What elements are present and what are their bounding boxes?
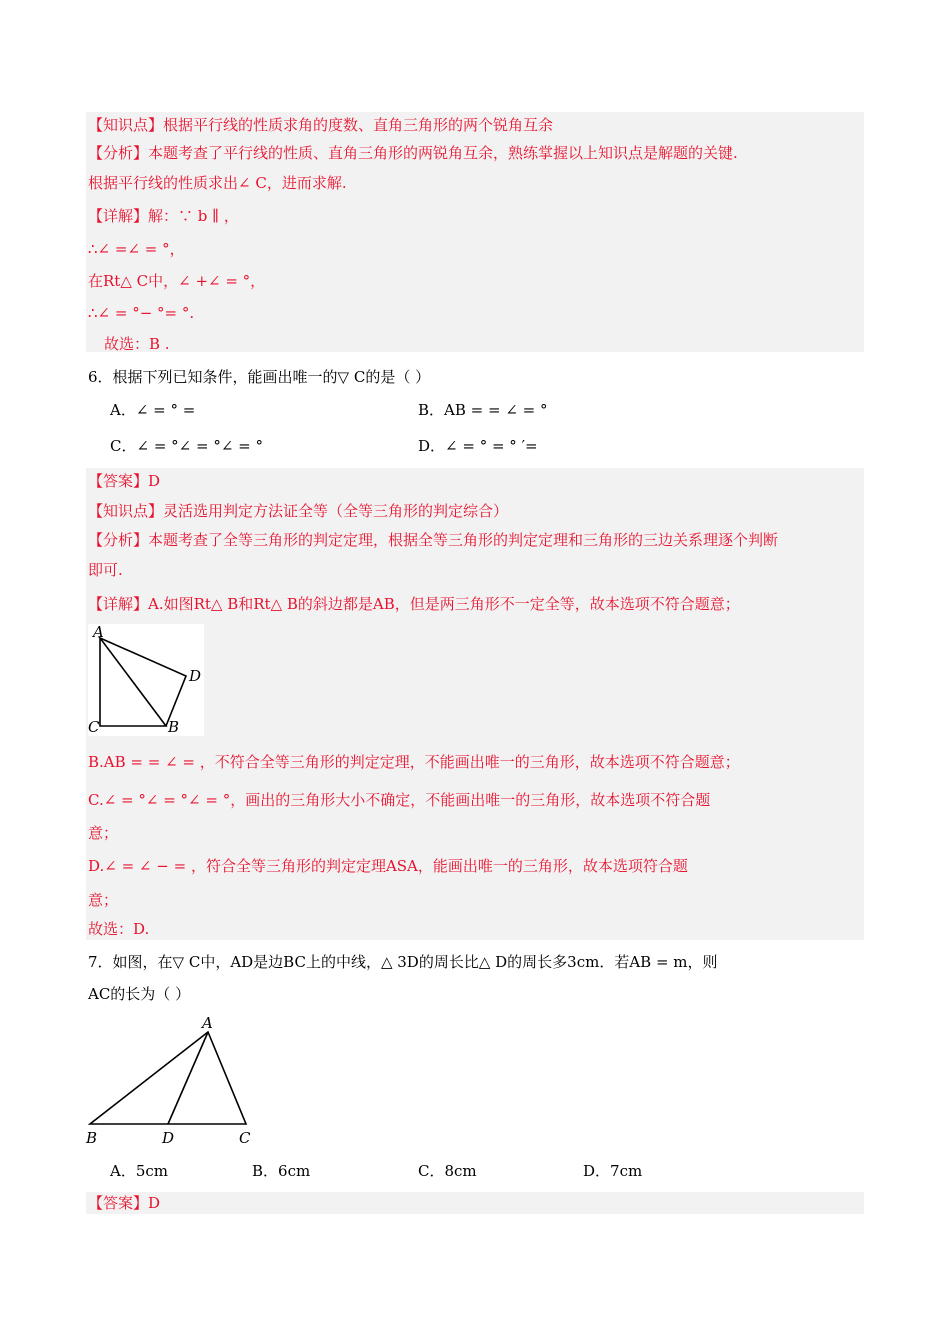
q6-option-a: A．∠ = ° = [110, 401, 196, 419]
q6-figure-lines [100, 638, 186, 726]
q6-choice: 故选：D. [88, 920, 150, 938]
q7-figure [84, 1012, 264, 1150]
q6-figure [88, 624, 204, 736]
q5-detail-3: 在Rt△ C中，∠ +∠ = °， [88, 272, 266, 290]
q6-answer: 【答案】D [88, 472, 161, 490]
q6-detail-a: 【详解】A.如图Rt△ B和Rt△ B的斜边都是AB，但是两三角形不一定全等，故本选项不符合题意； [88, 595, 740, 613]
q7-option-c: C．8cm [418, 1162, 477, 1180]
q5-analysis: 【分析】本题考查了平行线的性质、直角三角形的两锐角互余，熟练掌握以上知识点是解题的关键. [88, 144, 738, 162]
q5-detail-4: ∴∠ = °− °= °. [88, 304, 195, 322]
q6-figure-label-d: D [189, 667, 202, 685]
q6-detail-c-2: 意； [88, 824, 119, 842]
q6-figure-label-c: C [88, 718, 100, 736]
q7-answer-block [86, 1192, 864, 1214]
q6-detail-b: B.AB = = ∠ = ，不符合全等三角形的判定定理，不能画出唯一的三角形，故本选项不符合题意； [88, 753, 740, 771]
q6-stem: 6．根据下列已知条件，能画出唯一的▽ C的是（ ） [88, 368, 431, 386]
q6-option-d: D．∠ = ° = ° ′= [418, 437, 538, 455]
q6-figure-svg [88, 624, 204, 736]
q5-detail-2: ∴∠ =∠ = °， [88, 240, 185, 258]
q7-triangle [90, 1032, 246, 1124]
q6-analysis-2: 即可. [88, 561, 123, 579]
q7-option-d: D．7cm [583, 1162, 643, 1180]
q7-figure-label-a: A [202, 1014, 213, 1032]
q7-answer: 【答案】D [88, 1194, 161, 1212]
q6-option-c: C．∠ = °∠ = °∠ = ° [110, 437, 263, 455]
q7-figure-label-b: B [86, 1129, 98, 1147]
q5-analysis-2: 根据平行线的性质求出∠ C，进而求解. [88, 174, 347, 192]
q7-stem-1: 7．如图，在▽ C中，AD是边BC上的中线，△ 3D的周长比△ D的周长多3cm．若AB = m，则 [88, 953, 718, 971]
q6-knowledge: 【知识点】灵活选用判定方法证全等（全等三角形的判定综合） [88, 502, 509, 520]
q7-figure-svg [84, 1012, 264, 1150]
q6-detail-c-1: C.∠ = °∠ = °∠ = °，画出的三角形大小不确定，不能画出唯一的三角形，故本选项不符合题 [88, 791, 711, 809]
q7-option-b: B．6cm [252, 1162, 311, 1180]
q6-figure-label-b: B [168, 718, 180, 736]
q6-detail-d-1: D.∠ = ∠ − = ，符合全等三角形的判定定理ASA，能画出唯一的三角形，故本选项符合题 [88, 857, 688, 875]
q7-figure-label-c: C [239, 1129, 251, 1147]
q5-detail-1: 【详解】解：∵ b ∥ ， [88, 207, 239, 225]
q7-figure-label-d: D [162, 1129, 175, 1147]
q6-figure-label-a: A [93, 624, 104, 641]
q7-median-ad [168, 1032, 208, 1124]
q7-stem-2: AC的长为（ ） [88, 985, 191, 1003]
q6-analysis-1: 【分析】本题考查了全等三角形的判定定理，根据全等三角形的判定定理和三角形的三边关系理逐个判断 [88, 531, 779, 549]
q5-choice: 故选：B . [104, 335, 170, 353]
q6-option-b: B．AB = = ∠ = ° [418, 401, 548, 419]
q7-option-a: A．5cm [110, 1162, 169, 1180]
q6-detail-d-2: 意； [88, 891, 119, 909]
q5-knowledge: 【知识点】根据平行线的性质求角的度数、直角三角形的两个锐角互余 [88, 116, 554, 134]
